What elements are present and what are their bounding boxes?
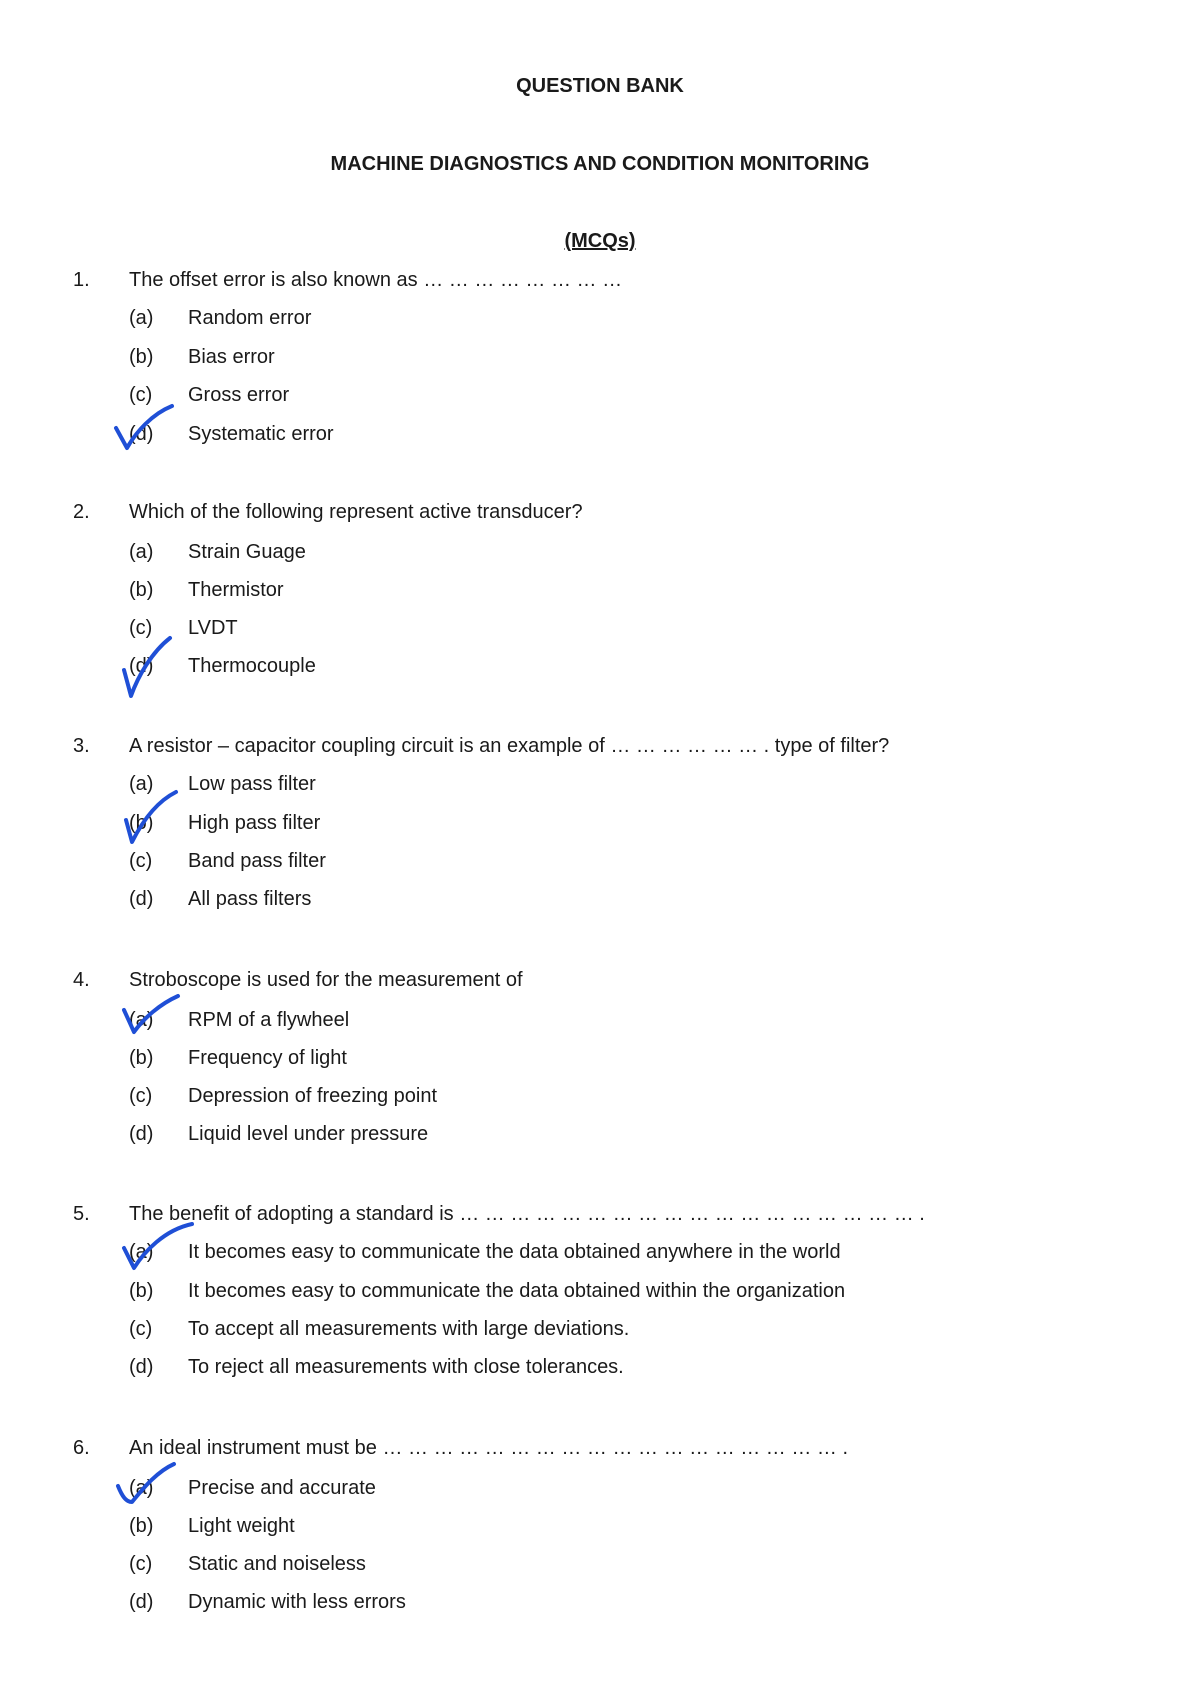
option-letter-c: (c) bbox=[129, 617, 153, 639]
option-text-d: Liquid level under pressure bbox=[188, 1123, 429, 1145]
option-letter-d: (d) bbox=[129, 423, 154, 445]
checkmark-icon bbox=[120, 786, 184, 850]
option-letter-b: (b) bbox=[129, 1047, 154, 1069]
option-letter-b: (b) bbox=[129, 346, 154, 368]
option-letter-c: (c) bbox=[129, 1085, 153, 1107]
option-letter-a: (a) bbox=[129, 773, 154, 795]
question-text: Which of the following represent active transducer? bbox=[129, 501, 583, 523]
option-text-c: Depression of freezing point bbox=[188, 1085, 438, 1107]
option-letter-a: (a) bbox=[129, 1477, 154, 1499]
question-number: 3. bbox=[73, 735, 90, 757]
option-letter-d: (d) bbox=[129, 888, 154, 910]
question-1 bbox=[0, 268, 1200, 468]
option-text-c: Gross error bbox=[188, 384, 290, 406]
option-text-a: Strain Guage bbox=[188, 541, 306, 563]
question-text: The offset error is also known as … … … … … … … … bbox=[129, 269, 623, 291]
option-letter-c: (c) bbox=[129, 384, 153, 406]
option-letter-b: (b) bbox=[129, 1280, 154, 1302]
option-letter-a: (a) bbox=[129, 1241, 154, 1263]
question-text: An ideal instrument must be … … … … … … … … … … … … … … … … … … . bbox=[129, 1437, 849, 1459]
question-3 bbox=[0, 734, 1200, 934]
option-text-d: Thermocouple bbox=[188, 655, 316, 677]
option-text-b: It becomes easy to communicate the data obtained within the organization bbox=[188, 1280, 846, 1302]
question-number: 6. bbox=[73, 1437, 90, 1459]
option-letter-d: (d) bbox=[129, 1356, 154, 1378]
option-text-c: To accept all measurements with large deviations. bbox=[188, 1318, 630, 1340]
checkmark-icon bbox=[112, 402, 178, 456]
question-5 bbox=[0, 1202, 1200, 1402]
question-6 bbox=[0, 1436, 1200, 1636]
option-text-c: Static and noiseless bbox=[188, 1553, 366, 1575]
question-number: 4. bbox=[73, 969, 90, 991]
option-letter-a: (a) bbox=[129, 541, 154, 563]
option-letter-b: (b) bbox=[129, 1515, 154, 1537]
question-number: 1. bbox=[73, 269, 90, 291]
question-4 bbox=[0, 968, 1200, 1168]
option-text-d: Dynamic with less errors bbox=[188, 1591, 406, 1613]
option-letter-c: (c) bbox=[129, 850, 153, 872]
option-text-b: Bias error bbox=[188, 346, 275, 368]
option-text-b: Light weight bbox=[188, 1515, 295, 1537]
option-letter-b: (b) bbox=[129, 812, 154, 834]
option-text-a: Precise and accurate bbox=[188, 1477, 376, 1499]
document-title: QUESTION BANK bbox=[516, 75, 684, 97]
option-text-d: To reject all measurements with close tolerances. bbox=[188, 1356, 624, 1378]
question-text: Stroboscope is used for the measurement of bbox=[129, 969, 523, 991]
option-letter-d: (d) bbox=[129, 655, 154, 677]
checkmark-icon bbox=[118, 992, 184, 1046]
checkmark-icon bbox=[114, 1458, 180, 1510]
option-letter-d: (d) bbox=[129, 1123, 154, 1145]
question-text: A resistor – capacitor coupling circuit is an example of … … … … … … . type of filter? bbox=[129, 735, 890, 757]
option-text-c: Band pass filter bbox=[188, 850, 326, 872]
option-text-a: It becomes easy to communicate the data obtained anywhere in the world bbox=[188, 1241, 841, 1263]
option-text-d: Systematic error bbox=[188, 423, 334, 445]
checkmark-icon bbox=[118, 632, 178, 704]
option-text-a: Low pass filter bbox=[188, 773, 316, 795]
question-text: The benefit of adopting a standard is … … … … … … … … … … … … … … … … … … . bbox=[129, 1203, 925, 1225]
subject-title: MACHINE DIAGNOSTICS AND CONDITION MONITORING bbox=[330, 153, 870, 175]
option-text-b: Frequency of light bbox=[188, 1047, 347, 1069]
option-text-b: High pass filter bbox=[188, 812, 321, 834]
question-number: 2. bbox=[73, 501, 90, 523]
option-letter-c: (c) bbox=[129, 1318, 153, 1340]
option-text-b: Thermistor bbox=[188, 579, 284, 601]
option-letter-c: (c) bbox=[129, 1553, 153, 1575]
option-text-c: LVDT bbox=[188, 617, 238, 639]
option-letter-a: (a) bbox=[129, 1009, 154, 1031]
checkmark-icon bbox=[120, 1218, 198, 1276]
option-text-a: RPM of a flywheel bbox=[188, 1009, 350, 1031]
option-text-d: All pass filters bbox=[188, 888, 312, 910]
option-letter-d: (d) bbox=[129, 1591, 154, 1613]
option-letter-b: (b) bbox=[129, 579, 154, 601]
option-text-a: Random error bbox=[188, 307, 312, 329]
option-letter-a: (a) bbox=[129, 307, 154, 329]
question-number: 5. bbox=[73, 1203, 90, 1225]
question-2 bbox=[0, 500, 1200, 700]
section-title: (MCQs) bbox=[564, 230, 636, 252]
